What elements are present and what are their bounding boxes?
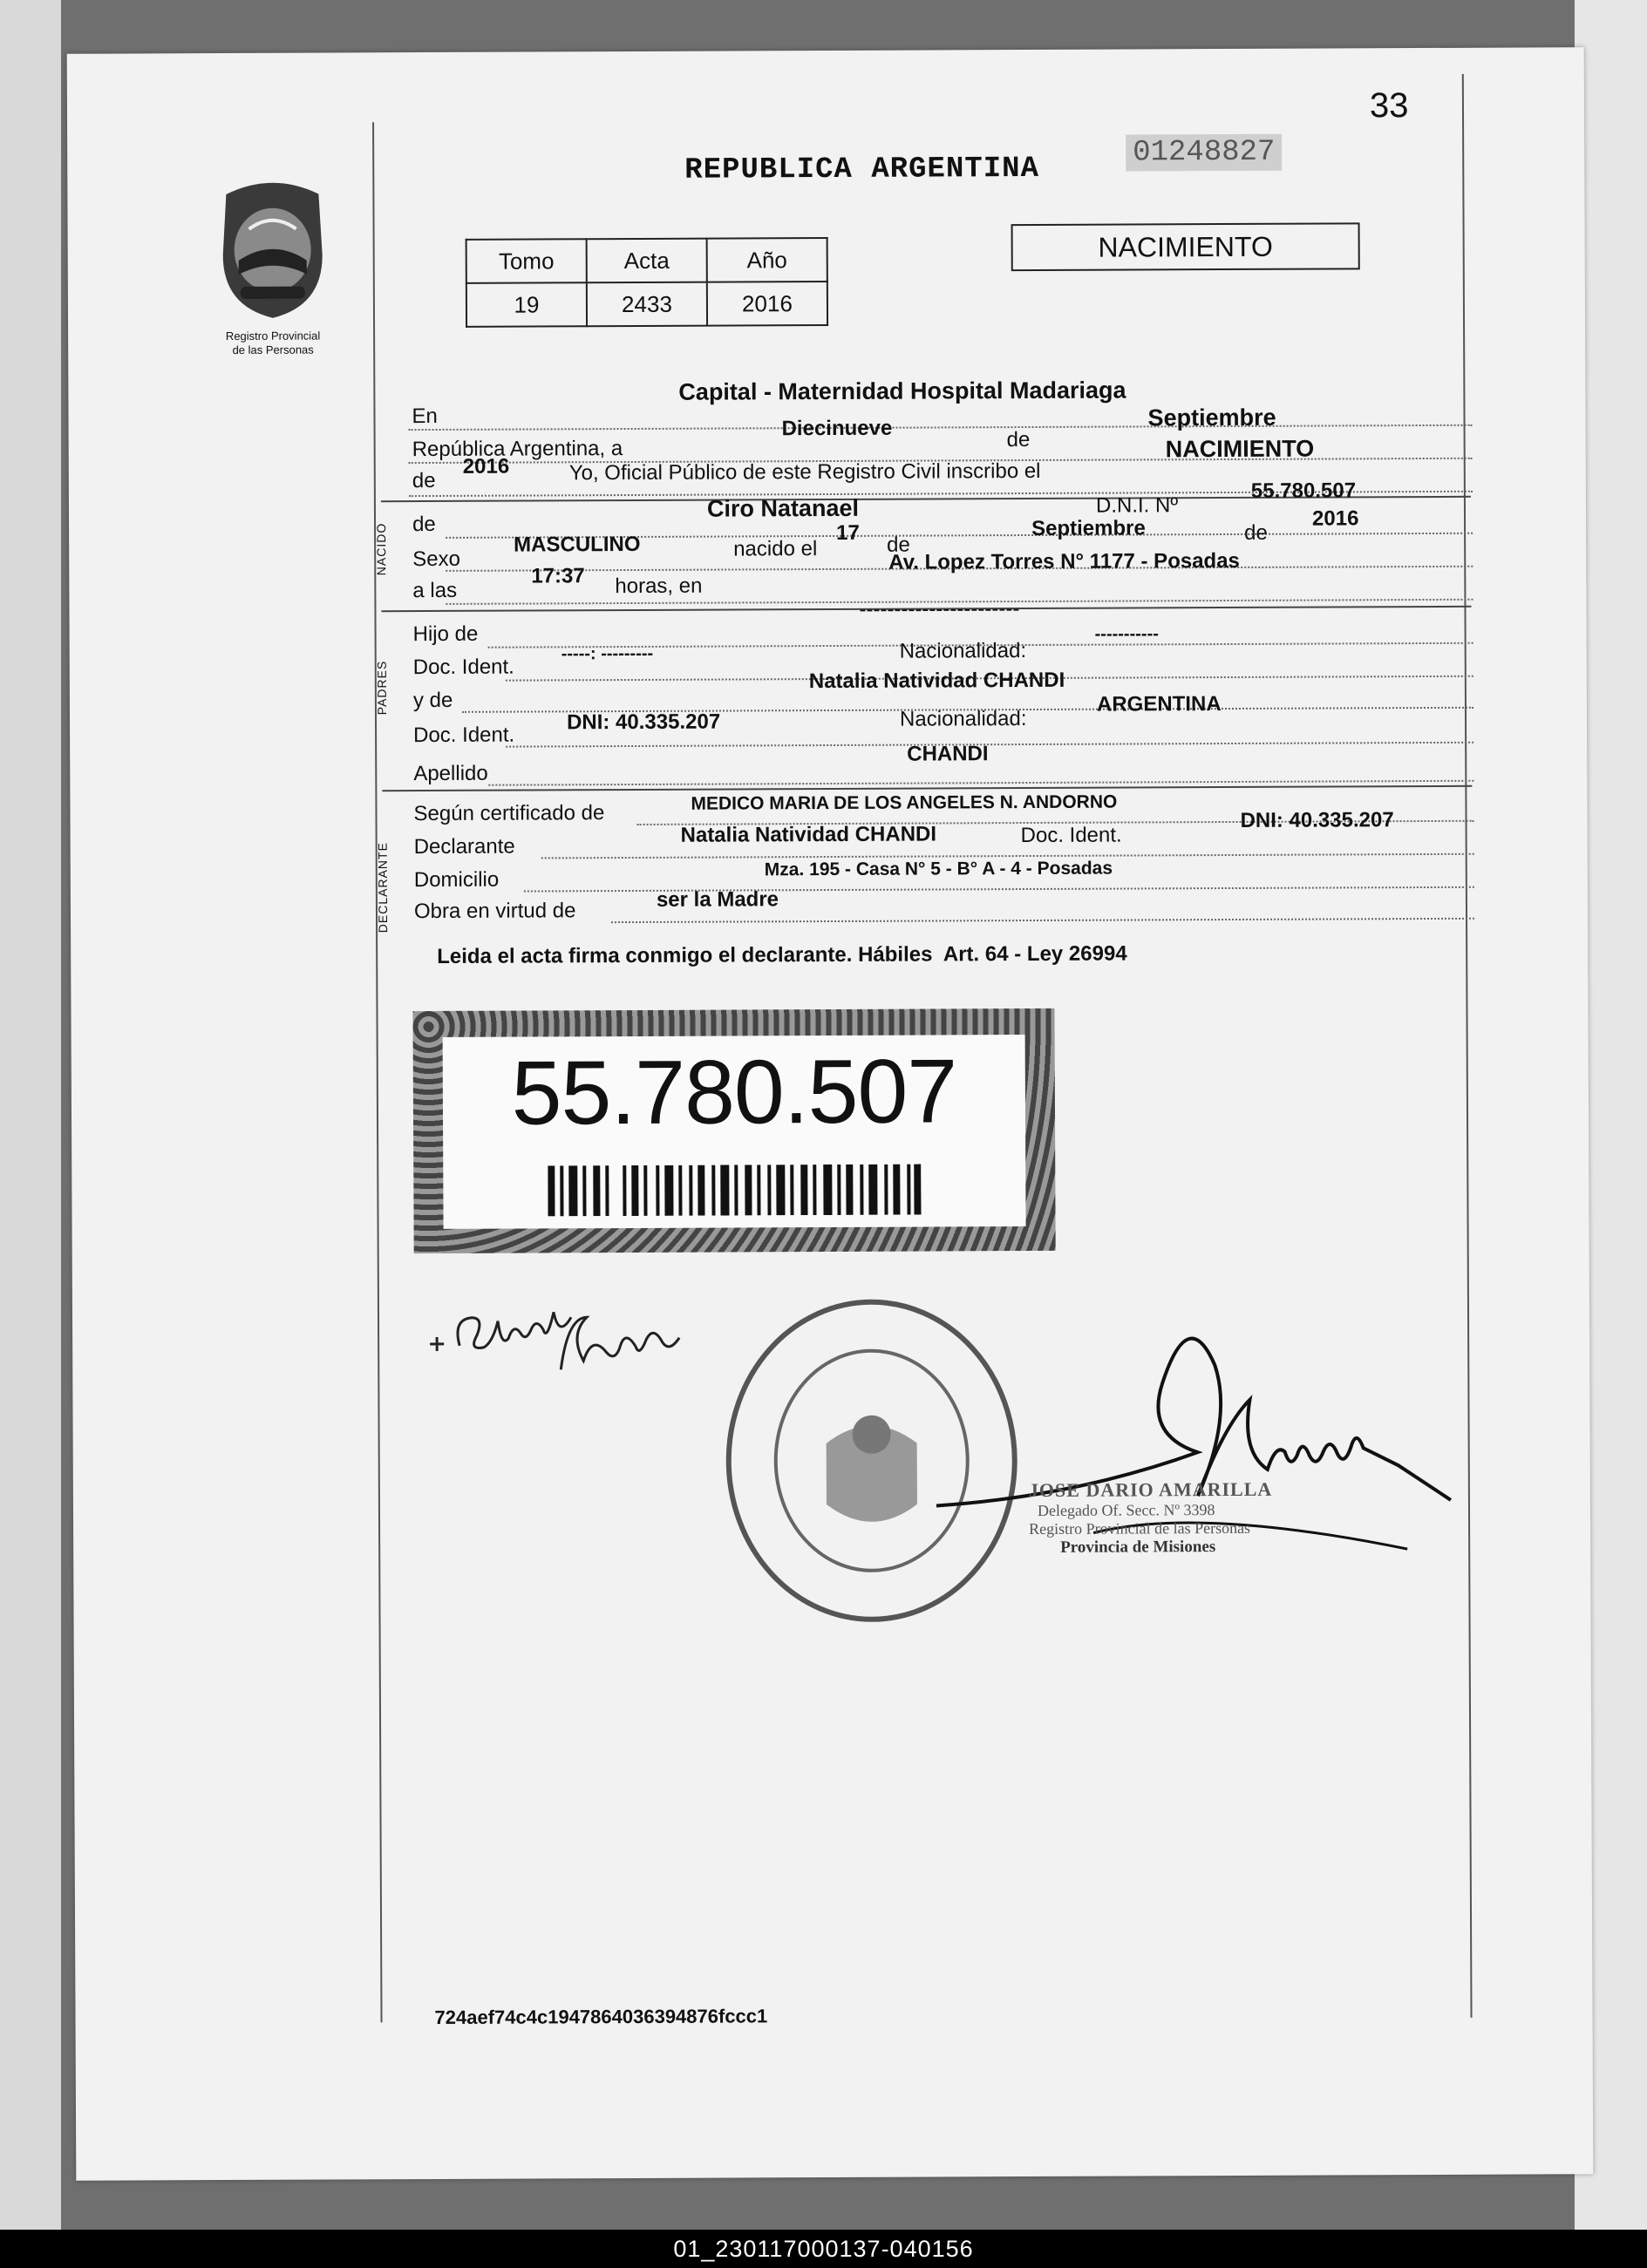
value-mother-nat: ARGENTINA xyxy=(1096,692,1222,716)
value-father-doc: -----: --------- xyxy=(561,643,654,664)
label-inscribo: Yo, Oficial Público de este Registro Civil inscribo el xyxy=(568,458,1041,486)
registry-value-row xyxy=(466,282,827,327)
registry-header-ano: Año xyxy=(707,238,827,282)
value-day: Diecinueve xyxy=(781,416,893,441)
value-place: Capital - Maternidad Hospital Madariaga xyxy=(678,377,1126,405)
value-domicilio: Mza. 195 - Casa N° 5 - B° A - 4 - Posadas xyxy=(764,858,1113,880)
value-mother-doc: DNI: 40.335.207 xyxy=(566,710,721,735)
file-id-footer: 01_230117000137-040156 xyxy=(0,2230,1647,2268)
official-office: Registro Provincial de las Personas xyxy=(1029,1518,1251,1538)
certificate-page xyxy=(67,47,1594,2181)
province-crest xyxy=(214,176,331,357)
label-de-bmonth: de xyxy=(887,533,910,557)
label-a-las: a las xyxy=(412,578,458,603)
registry-value-acta: 2433 xyxy=(587,282,707,327)
value-father-nat: ----------- xyxy=(1094,624,1159,644)
label-dni: D.N.I. Nº xyxy=(1095,493,1179,518)
registry-header-row xyxy=(466,238,827,283)
official-name: JOSE DARIO AMARILLA xyxy=(1028,1477,1273,1502)
value-apellido: CHANDI xyxy=(907,742,989,766)
label-hijo: Hijo de xyxy=(412,621,479,647)
value-month: Septiembre xyxy=(1147,404,1276,431)
barcode-bars-icon xyxy=(548,1165,921,1217)
label-nacido-el: nacido el xyxy=(733,537,818,561)
value-birth-year: 2016 xyxy=(1311,506,1359,531)
value-birth-day: 17 xyxy=(836,520,860,545)
label-declarante: Declarante xyxy=(413,834,515,859)
sheet-number: 33 xyxy=(1369,86,1409,126)
label-de-year: de xyxy=(412,468,436,493)
label-domicilio: Domicilio xyxy=(413,867,500,893)
registry-table xyxy=(466,237,828,328)
official-block xyxy=(1029,1478,1273,1558)
value-father: ----------------------- xyxy=(859,597,1020,621)
label-decl-doc: Doc. Ident. xyxy=(1020,823,1122,848)
country-title: REPUBLICA ARGENTINA xyxy=(684,152,1040,187)
value-dni: 55.780.507 xyxy=(1250,479,1357,503)
value-address: Av. Lopez Torres N° 1177 - Posadas xyxy=(888,548,1240,574)
official-province: Provincia de Misiones xyxy=(1060,1538,1216,1557)
value-mother: Natalia Natividad CHANDI xyxy=(808,668,1065,694)
label-segun: Según certificado de xyxy=(413,801,605,826)
dni-barcode-label xyxy=(412,1008,1055,1253)
serial-number: 01248827 xyxy=(1126,134,1282,172)
barcode-panel xyxy=(443,1035,1026,1229)
left-margin-line xyxy=(372,122,383,2022)
value-obra: ser la Madre xyxy=(656,887,779,912)
label-de-byear: de xyxy=(1244,520,1268,545)
label-father-nat: Nacionalidad: xyxy=(899,639,1027,663)
official-role: Delegado Of. Secc. Nº 3398 xyxy=(1037,1501,1215,1519)
value-year: 2016 xyxy=(462,454,510,479)
closing-statement: Leida el acta firma conmigo el declarante. Hábiles Art. 64 - Ley 26994 xyxy=(437,941,1127,968)
value-time: 17:37 xyxy=(531,564,585,588)
section-padres: PADRES xyxy=(374,660,389,716)
barcode-number: 55.780.507 xyxy=(511,1041,957,1144)
value-decl-doc: DNI: 40.335.207 xyxy=(1240,808,1394,832)
back-sheet-left xyxy=(0,0,61,2231)
label-en: En xyxy=(412,404,438,429)
crest-caption xyxy=(214,329,331,357)
label-de-name: de xyxy=(412,512,436,537)
section-declarante: DECLARANTE xyxy=(375,842,391,934)
line-en xyxy=(409,424,1473,431)
label-apellido: Apellido xyxy=(413,761,488,786)
label-sexo: Sexo xyxy=(412,547,460,572)
registry-value-ano: 2016 xyxy=(707,282,827,326)
section-nacido: NACIDO xyxy=(374,522,389,576)
label-mother-nat: Nacionalidad: xyxy=(899,707,1027,731)
document-hash: 724aef74c4c1947864036394876fccc1 xyxy=(434,2005,768,2028)
handwritten-note xyxy=(425,1282,712,1379)
line-obra xyxy=(611,918,1474,923)
value-birth-month: Septiembre xyxy=(1031,516,1146,540)
registry-header-tomo: Tomo xyxy=(466,239,587,283)
crest-caption-line1: Registro Provincial xyxy=(225,329,321,343)
label-mother-doc: Doc. Ident. xyxy=(413,723,515,748)
label-de-month: de xyxy=(1006,427,1031,452)
document-type-box: NACIMIENTO xyxy=(1011,222,1360,271)
misiones-crest-icon xyxy=(214,176,331,322)
value-name: Ciro Natanael xyxy=(706,494,860,522)
label-obra: Obra en virtud de xyxy=(413,899,576,924)
label-horas: horas, en xyxy=(615,574,703,599)
label-father-doc: Doc. Ident. xyxy=(412,655,514,680)
value-certificado: MEDICO MARIA DE LOS ANGELES N. ANDORNO xyxy=(691,791,1118,814)
value-act: NACIMIENTO xyxy=(1165,435,1315,463)
value-declarante: Natalia Natividad CHANDI xyxy=(680,822,937,847)
line-mother-doc xyxy=(506,742,1473,748)
value-sexo: MASCULINO xyxy=(514,532,641,557)
separator-apellido xyxy=(382,785,1472,791)
label-y-de: y de xyxy=(412,688,453,713)
registry-header-acta: Acta xyxy=(587,239,707,283)
label-republica: República Argentina, a xyxy=(412,437,623,462)
right-margin-line xyxy=(1462,74,1473,2018)
crest-caption-line2: de las Personas xyxy=(232,343,314,356)
registry-value-tomo: 19 xyxy=(466,282,587,327)
